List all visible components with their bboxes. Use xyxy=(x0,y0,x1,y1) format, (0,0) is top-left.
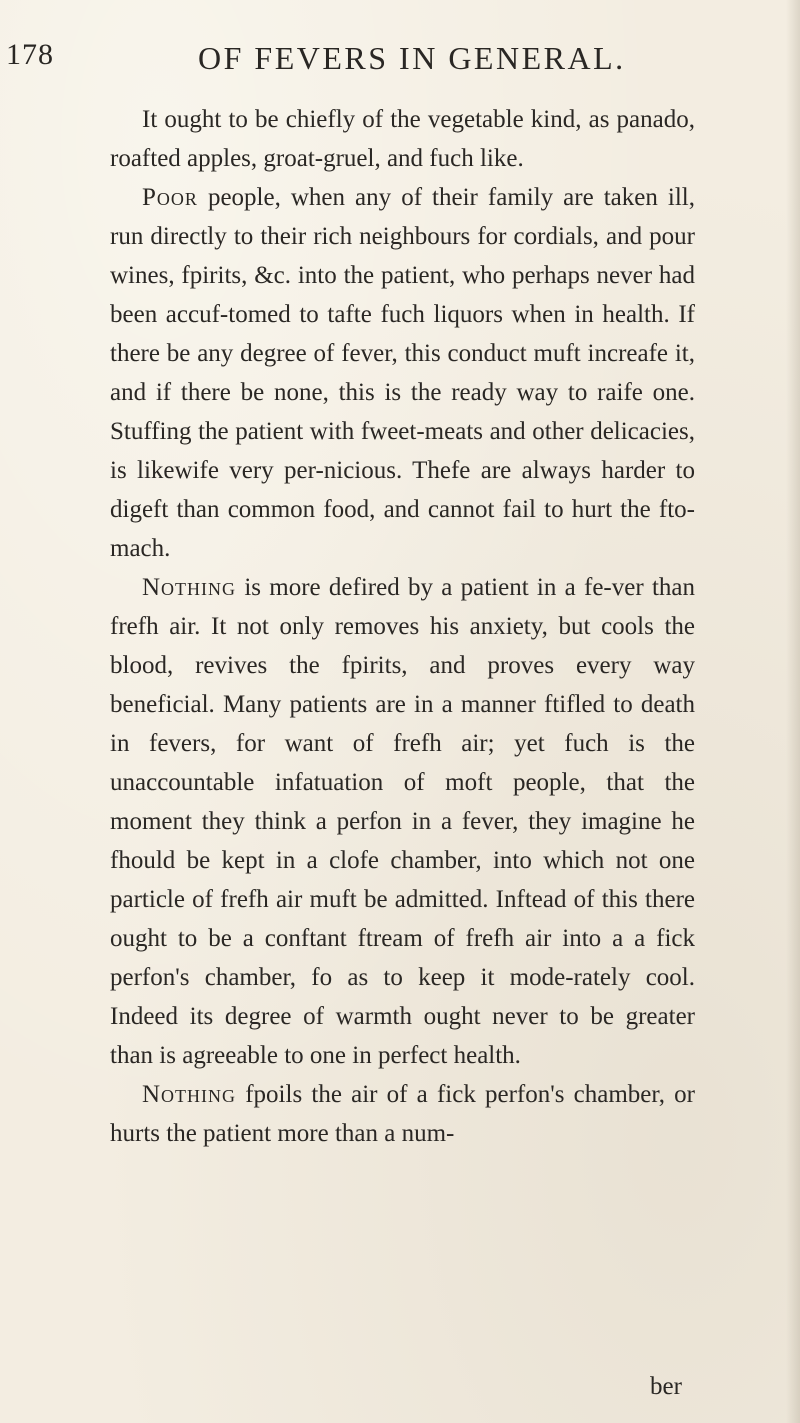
page-edge-shadow xyxy=(786,0,800,1423)
page-header xyxy=(0,18,800,78)
paragraph-1 xyxy=(110,100,695,178)
paragraph-2 xyxy=(110,178,695,568)
body-text xyxy=(110,100,695,1153)
page-number: 178 xyxy=(6,38,54,71)
paragraph-3-lead: Nothing xyxy=(142,574,237,601)
paragraph-2-lead: Poor xyxy=(142,184,198,211)
running-head: OF FEVERS IN GENERAL. xyxy=(198,40,626,76)
paragraph-4 xyxy=(110,1075,695,1153)
catchword: ber xyxy=(650,1373,682,1400)
paragraph-1-text: It ought to be chiefly of the vegetable kind, as panado, roafted apples, groat-gruel, and fuch like. xyxy=(110,106,695,172)
paragraph-4-text: fpoils the air of a fick perfon's chamber, or hurts the patient more than a num- xyxy=(110,1081,695,1147)
paragraph-2-text: people, when any of their family are taken ill, run directly to their rich neighbours for cordials, and pour wines, fpirits, &c. into the patient, who perhaps never had been accuf-tomed to tafte fuch liquors when in health. If there be any degree of fever, this conduct muft increafe it, and if there be none, this is the ready way to raife one. Stuffing the patient with fweet-meats and other delicacies, is likewife very per-nicious. Thefe are always harder to digeft than common food, and cannot fail to hurt the fto-mach. xyxy=(110,184,695,562)
paragraph-3-text: is more defired by a patient in a fe-ver than frefh air. It not only removes his anxiety, but cools the blood, revives the fpirits, and proves every way beneficial. Many patients are in a manner ftifled to death in fevers, for want of frefh air; yet fuch is the unaccountable infatuation of moft people, that the moment they think a perfon in a fever, they imagine he fhould be kept in a clofe chamber, into which not one particle of frefh air muft be admitted. Inftead of this there ought to be a conftant ftream of frefh air into a a fick perfon's chamber, fo as to keep it mode-rately cool. Indeed its degree of warmth ought never to be greater than is agreeable to one in perfect health. xyxy=(110,574,695,1069)
paragraph-3 xyxy=(110,568,695,1075)
paragraph-4-lead: Nothing xyxy=(142,1081,237,1108)
